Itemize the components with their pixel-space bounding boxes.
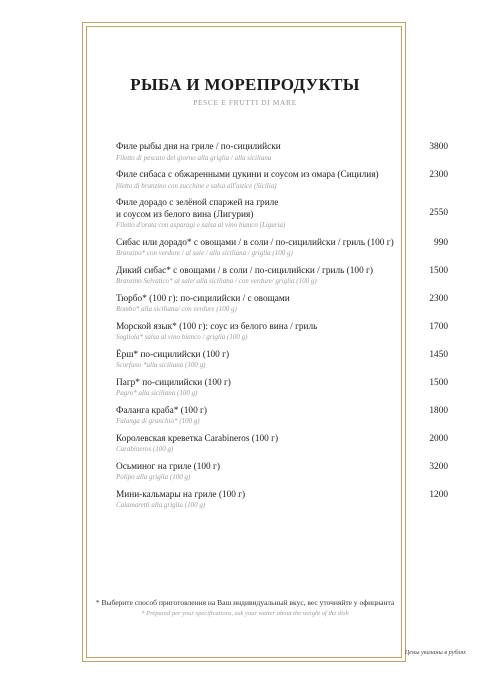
item-price: 1200 [429, 489, 448, 500]
item-name-line: Филе дорадо с зелёной спаржей на гриле [116, 198, 279, 208]
item-name: Филе рыбы дня на гриле / по-сицилийски [116, 142, 281, 152]
item-name-line: и соусом из белого вина (Лигурия) [116, 209, 254, 220]
menu-item [116, 462, 448, 483]
item-name: Дикий сибас* с овощами / в соли / по-сицилийски / гриль (100 г) [116, 265, 373, 276]
item-price: 3800 [429, 142, 448, 152]
item-price: 2000 [429, 433, 448, 444]
item-name: Фаланга краба* (100 г) [116, 405, 207, 416]
item-name [116, 198, 406, 221]
item-description: Calamaretti alla griglia (100 g) [116, 501, 206, 509]
item-price: 2300 [429, 293, 448, 304]
item-name: Морской язык* (100 г): соус из белого вина / гриль [116, 321, 318, 332]
item-price: 1450 [429, 349, 448, 360]
item-price: 1700 [429, 321, 448, 332]
menu-item [116, 378, 448, 399]
item-description: Carabineros (100 g) [116, 445, 174, 453]
item-price: 2550 [429, 208, 448, 218]
item-name: Пагр* по-сицилийски (100 г) [116, 377, 231, 388]
item-description: Branzino* con verdure / al sale / alla siciliana / griglia (100 g) [116, 249, 293, 257]
item-name: Тюрбо* (100 г): по-сицилийски / с овощами [116, 293, 290, 304]
menu-item [116, 294, 448, 315]
item-description: Pagro* alla siciliana (100 g) [116, 389, 198, 397]
menu-item [116, 198, 448, 231]
item-name: Сибас или дорадо* с овощами / в соли / по-сицилийски / гриль (100 г) [116, 237, 394, 248]
item-price: 3200 [429, 461, 448, 472]
item-description: Scorfano *alla siciliana (100 g) [116, 361, 206, 369]
menu-item [116, 266, 448, 287]
menu-list [116, 142, 448, 518]
item-price: 2300 [429, 170, 448, 180]
menu-item [116, 406, 448, 427]
item-price: 990 [434, 237, 448, 248]
item-description: Rombo* alla siciliana/ con verdure (100 g) [116, 305, 237, 313]
item-description: Polipo alla griglia (100 g) [116, 473, 191, 481]
menu-item [116, 350, 448, 371]
menu-item [116, 434, 448, 455]
item-price: 1500 [429, 377, 448, 388]
item-price: 1500 [429, 265, 448, 276]
footnote-en: * Prepared per your specifications, ask your waiter about the weight of the dish [141, 610, 349, 617]
item-description: Filetto d'orata con asparagi e salsa al vino bianco (Liguria) [116, 221, 286, 229]
footnote-ru: * Выберите способ приготовления на Ваш индивидуальный вкус, вес уточняйте у официанта [95, 598, 395, 607]
item-description: Filetto di pescato del giorno alla griglia / alla siciliana [116, 153, 272, 162]
item-description: filetto di branzino con zucchine e salsa all'astice (Sicilia) [116, 181, 277, 190]
currency-note: Цены указаны в рублях [404, 649, 466, 656]
page-subtitle: PESCE E FRUTTI DI MARE [193, 98, 297, 107]
item-description: Branzino Selvatico* al sale/ alla siciliana / con verdure/ griglia (100 g) [116, 277, 317, 285]
menu-item [116, 490, 448, 511]
item-description: Sogliola* salsa al vino bianco / griglia (100 g) [116, 333, 248, 341]
item-name: Королевская креветка Carabineros (100 г) [116, 433, 279, 444]
menu-item [116, 322, 448, 343]
item-description: Falanga di granchio* (100 g) [116, 417, 200, 425]
menu-item [116, 238, 448, 259]
page-title: РЫБА И МОРЕПРОДУКТЫ [130, 75, 360, 94]
menu-item [116, 170, 448, 191]
menu-item [116, 142, 448, 163]
item-name: Мини-кальмары на гриле (100 г) [116, 489, 246, 500]
item-name: Ёрш* по-сицилийски (100 г) [116, 349, 230, 360]
item-name: Осьминог на гриле (100 г) [116, 461, 220, 472]
item-price: 1800 [429, 405, 448, 416]
item-name: Филе сибаса с обжаренными цукини и соусом из омара (Сицилия) [116, 170, 379, 180]
